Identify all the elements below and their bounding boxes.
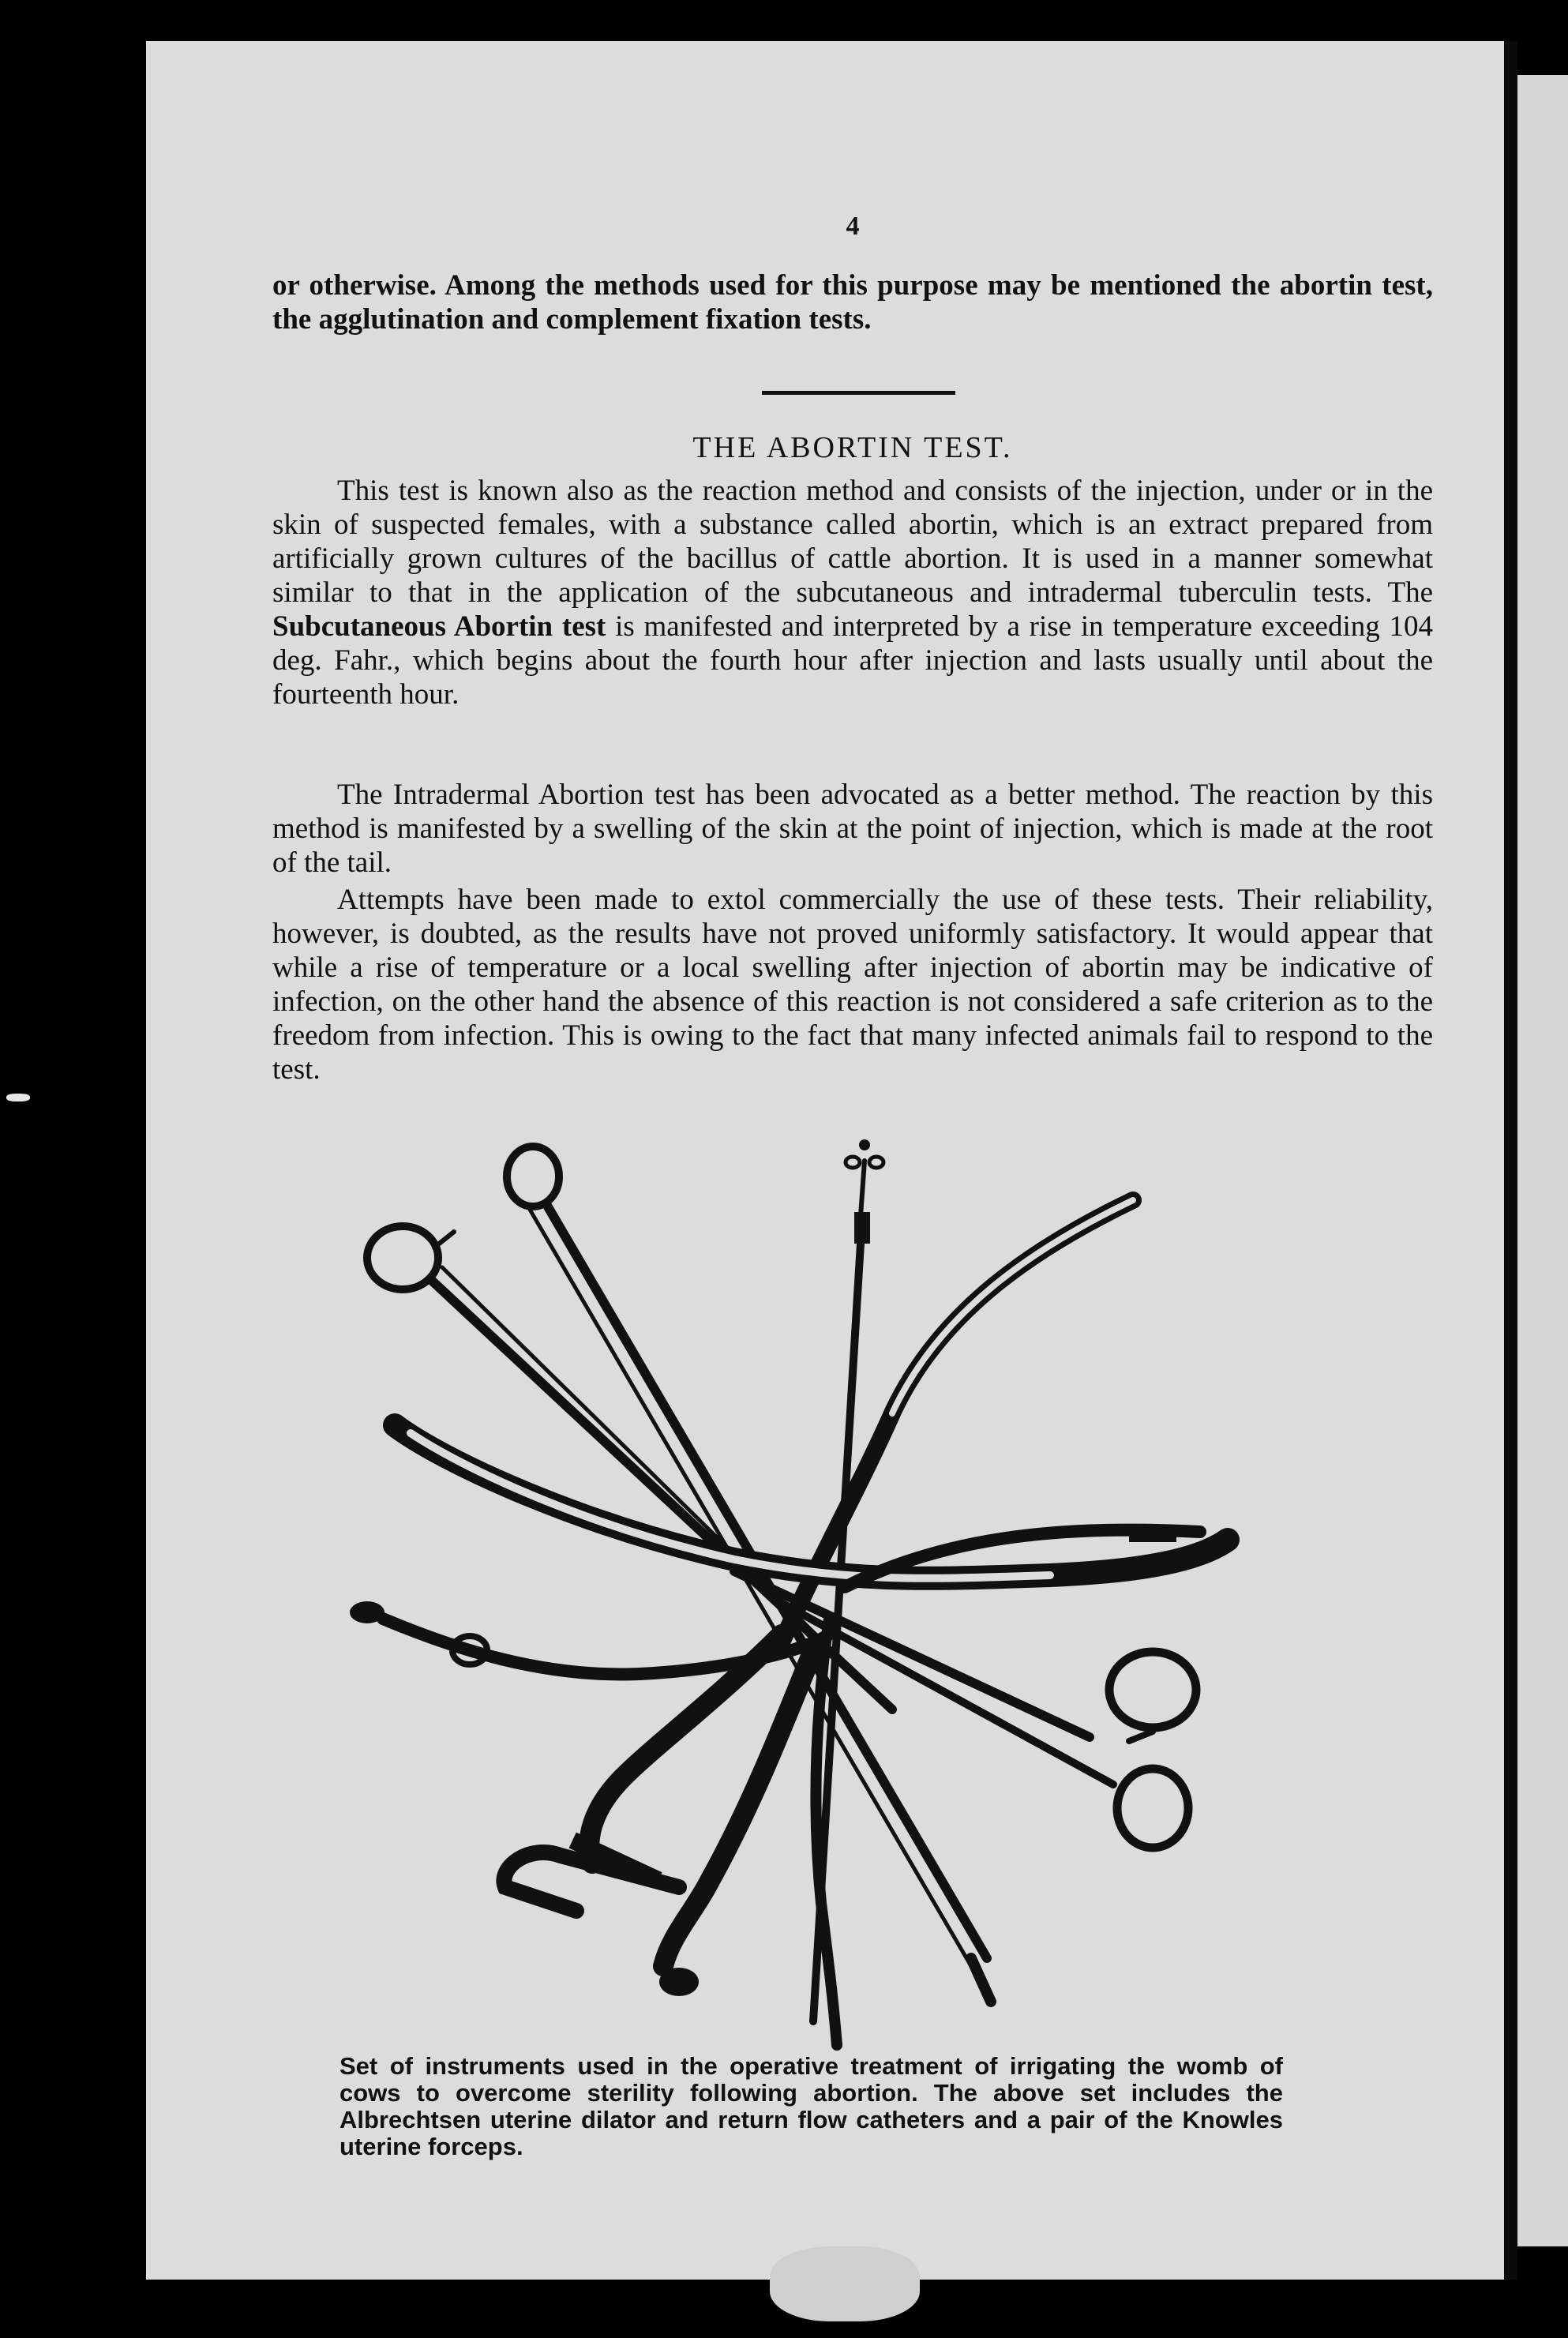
paragraph-text: This test is known also as the reaction method and consists of the injection, under or in the skin of suspected females, with a substance called abortin, which is an extract prepared from artificially grown cultures of the bacillus of cattle abortion. It is used in a manner somewhat similar to that in the application of the subcutaneous and intradermal tuberculin tests. The (272, 475, 1433, 609)
section-divider (762, 391, 955, 395)
albrechtsen-uterine-dilator (395, 1425, 1228, 1996)
surgical-instruments-illustration (339, 1129, 1295, 2057)
page-gutter (1504, 41, 1517, 2280)
intro-paragraph: or otherwise. Among the methods used for this purpose may be mentioned the abortin test, the agglutination and complement fixation tests. (272, 269, 1433, 336)
section-title: THE ABORTIN TEST. (692, 431, 1013, 464)
scan-speck-bottom (770, 2246, 920, 2321)
return-flow-catheter-left (350, 1601, 829, 1674)
page-number: 4 (846, 212, 860, 241)
reliability-paragraph: Attempts have been made to extol commercially the use of these tests. Their reliability, however, is doubted, as the results have not proved uniformly satisfactory. It would appear that while a rise of temperature or a local swelling after injection of abortin may be indicative of infection, on the other hand the absence of this reaction is not considered a safe criterion as to the freedom from infection. This is owing to the fact that many infected animals fail to respond to the test. (272, 884, 1433, 1086)
subcutaneous-abortin-test-term: Subcutaneous Abortin test (272, 610, 606, 643)
paragraph-text: is manifested and interpreted by a rise in temperature exceeding 104 deg. Fahr., which begins about the fourth hour after injection and lasts usually until about the fourteenth hour. (272, 610, 1433, 711)
figure-caption: Set of instruments used in the operative treatment of irrigating the womb of cows to overcome sterility following abortion. The above set includes the Albrechtsen uterine dilator and return flow catheters and a pair of the Knowles uterine forceps. (339, 2052, 1283, 2160)
scan-speck-left (6, 1094, 30, 1101)
intradermal-test-paragraph: The Intradermal Abortion test has been advocated as a better method. The reaction by this method is manifested by a swelling of the skin at the point of injection, which is made at the root of the tail. (272, 779, 1433, 879)
knowles-forceps-right (734, 1571, 1196, 1848)
adjacent-page-edge (1517, 75, 1568, 2246)
abortin-test-paragraph (272, 474, 1433, 711)
